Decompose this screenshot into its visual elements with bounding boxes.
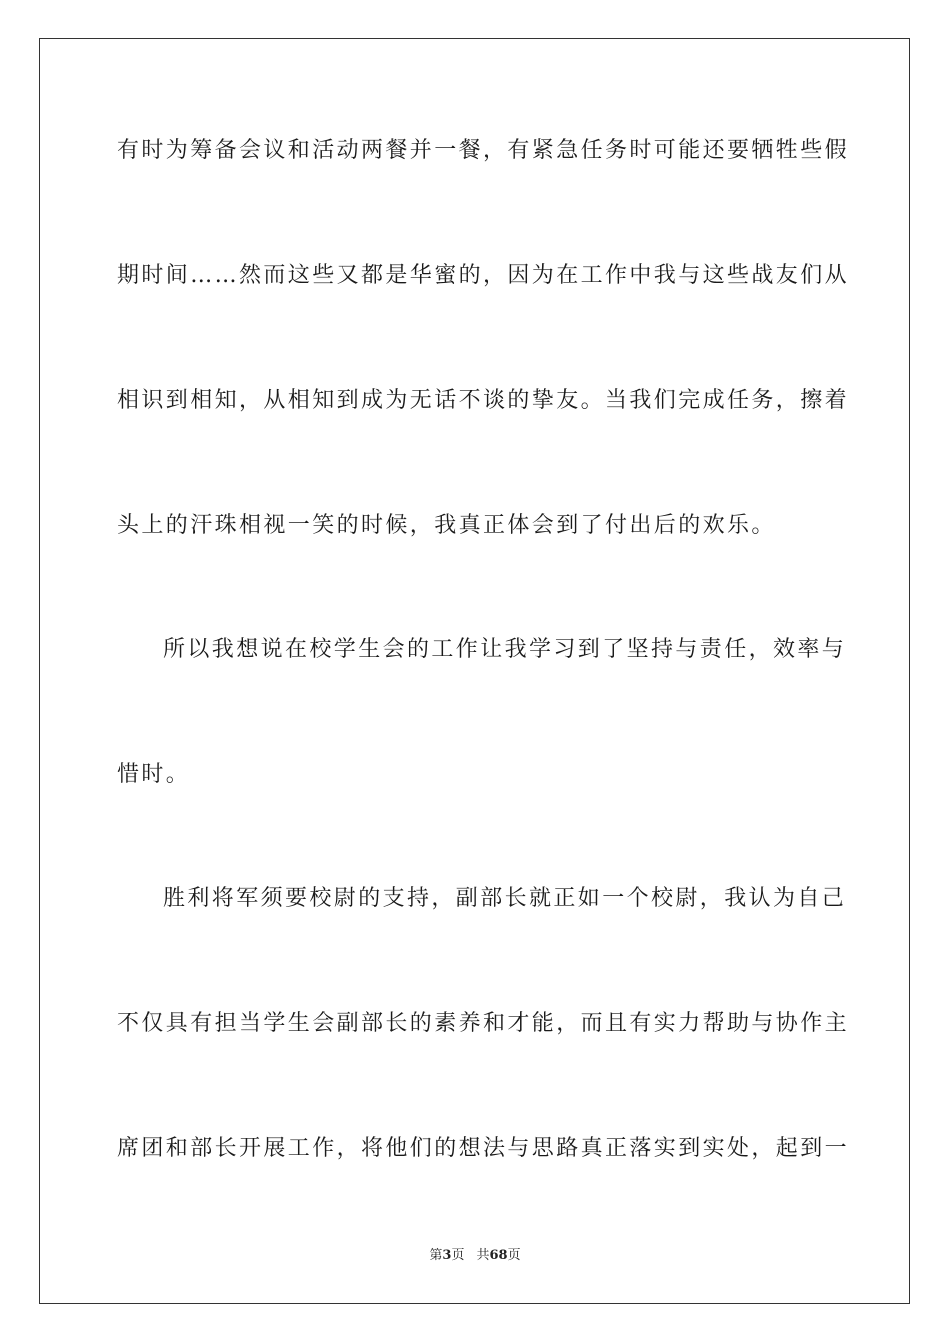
paragraph-first-line: 胜利将军须要校尉的支持，副部长就正如一个校尉，我认为自己 bbox=[163, 886, 847, 911]
page-number: 3 bbox=[442, 1248, 452, 1263]
page-border bbox=[39, 38, 910, 1304]
page-suffix: 页 bbox=[451, 1248, 465, 1263]
paragraph-first-line: 所以我想说在校学生会的工作让我学习到了坚持与责任，效率与 bbox=[163, 637, 847, 662]
page-footer bbox=[0, 1248, 950, 1264]
text-line: 惜时。 bbox=[117, 762, 191, 787]
text-line: 不仅具有担当学生会副部长的素养和才能，而且有实力帮助与协作主 bbox=[117, 1011, 850, 1036]
total-prefix: 共 bbox=[476, 1248, 490, 1263]
text-line: 头上的汗珠相视一笑的时候，我真正体会到了付出后的欢乐。 bbox=[117, 513, 776, 538]
page-prefix: 第 bbox=[429, 1248, 443, 1263]
total-suffix: 页 bbox=[507, 1248, 521, 1263]
text-line: 相识到相知，从相知到成为无话不谈的挚友。当我们完成任务，擦着 bbox=[117, 388, 850, 413]
text-line: 期时间……然而这些又都是华蜜的，因为在工作中我与这些战友们从 bbox=[117, 263, 850, 288]
total-pages: 68 bbox=[489, 1248, 508, 1263]
text-line: 有时为筹备会议和活动两餐并一餐，有紧急任务时可能还要牺牲些假 bbox=[117, 138, 850, 163]
text-line: 席团和部长开展工作，将他们的想法与思路真正落实到实处，起到一 bbox=[117, 1136, 850, 1161]
